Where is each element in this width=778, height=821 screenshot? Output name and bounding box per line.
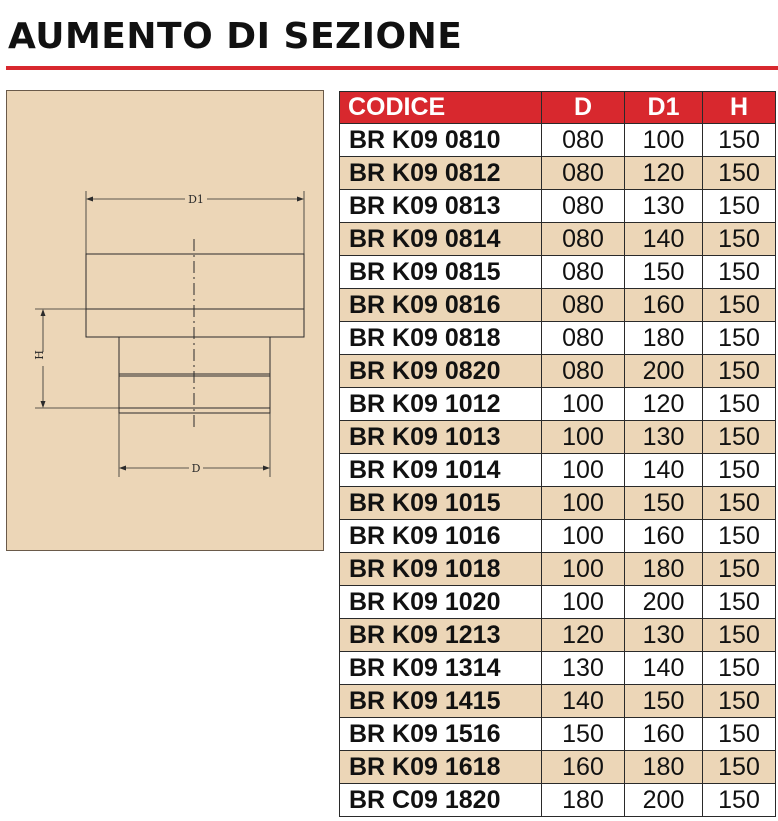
cell-code: BR K09 1618 [340,751,542,784]
table-row [340,520,776,553]
table-row [340,256,776,289]
header-d1: D1 [625,92,703,124]
table-row [340,322,776,355]
cell-d: 100 [542,421,625,454]
cell-h: 150 [703,784,776,817]
cell-code: BR K09 1314 [340,652,542,685]
cell-d: 080 [542,190,625,223]
cell-d1: 160 [625,520,703,553]
cell-d1: 180 [625,553,703,586]
table-header-row [340,92,776,124]
wide-section-outline [86,254,304,337]
cell-d1: 160 [625,718,703,751]
cell-d1: 140 [625,454,703,487]
cell-d: 180 [542,784,625,817]
cell-code: BR K09 0813 [340,190,542,223]
table-row [340,190,776,223]
cell-d1: 150 [625,256,703,289]
page-title: AUMENTO DI SEZIONE [8,16,463,57]
cell-d1: 120 [625,157,703,190]
cell-d1: 140 [625,223,703,256]
section-increaser-diagram [7,91,325,552]
cell-h: 150 [703,586,776,619]
cell-h: 150 [703,685,776,718]
d-label: D [191,462,201,475]
cell-d: 080 [542,256,625,289]
cell-d: 080 [542,289,625,322]
table-row [340,454,776,487]
cell-d1: 180 [625,751,703,784]
header-codice: CODICE [340,92,542,124]
table-row [340,586,776,619]
cell-h: 150 [703,454,776,487]
table-row [340,751,776,784]
cell-d1: 200 [625,355,703,388]
cell-d: 120 [542,619,625,652]
cell-h: 150 [703,652,776,685]
table-row [340,355,776,388]
cell-d1: 150 [625,685,703,718]
table-row [340,553,776,586]
cell-code: BR K09 1020 [340,586,542,619]
cell-h: 150 [703,124,776,157]
cell-d: 160 [542,751,625,784]
cell-d1: 130 [625,619,703,652]
cell-h: 150 [703,190,776,223]
table-row [340,124,776,157]
table-row [340,652,776,685]
cell-d: 100 [542,454,625,487]
cell-d1: 140 [625,652,703,685]
cell-d1: 160 [625,289,703,322]
table-row [340,421,776,454]
cell-d1: 100 [625,124,703,157]
cell-d: 130 [542,652,625,685]
cell-h: 150 [703,553,776,586]
d1-label: D1 [188,193,204,206]
cell-d: 080 [542,157,625,190]
technical-drawing [6,90,324,551]
cell-code: BR K09 1516 [340,718,542,751]
cell-code: BR K09 1012 [340,388,542,421]
cell-code: BR K09 1016 [340,520,542,553]
cell-h: 150 [703,520,776,553]
cell-code: BR K09 0816 [340,289,542,322]
cell-d1: 130 [625,190,703,223]
cell-code: BR K09 1213 [340,619,542,652]
table-row [340,388,776,421]
cell-code: BR C09 1820 [340,784,542,817]
cell-code: BR K09 0815 [340,256,542,289]
table-row [340,289,776,322]
cell-d: 100 [542,553,625,586]
cell-d: 140 [542,685,625,718]
cell-h: 150 [703,289,776,322]
cell-d: 080 [542,223,625,256]
cell-code: BR K09 0820 [340,355,542,388]
cell-h: 150 [703,421,776,454]
cell-d: 100 [542,520,625,553]
cell-h: 150 [703,487,776,520]
header-h: H [703,92,776,124]
cell-code: BR K09 1018 [340,553,542,586]
cell-code: BR K09 1415 [340,685,542,718]
table-row [340,487,776,520]
cell-d1: 180 [625,322,703,355]
cell-h: 150 [703,718,776,751]
cell-h: 150 [703,223,776,256]
cell-code: BR K09 0818 [340,322,542,355]
cell-d: 080 [542,124,625,157]
header-d: D [542,92,625,124]
table-row [340,718,776,751]
cell-h: 150 [703,619,776,652]
cell-h: 150 [703,751,776,784]
cell-code: BR K09 0814 [340,223,542,256]
cell-code: BR K09 1014 [340,454,542,487]
cell-code: BR K09 0812 [340,157,542,190]
cell-h: 150 [703,157,776,190]
product-code-table [339,91,776,817]
table-row [340,157,776,190]
table-row [340,619,776,652]
cell-d: 150 [542,718,625,751]
table-row [340,685,776,718]
cell-h: 150 [703,322,776,355]
cell-h: 150 [703,388,776,421]
cell-d: 080 [542,355,625,388]
cell-d1: 200 [625,586,703,619]
cell-code: BR K09 1013 [340,421,542,454]
cell-d1: 130 [625,421,703,454]
cell-h: 150 [703,355,776,388]
cell-h: 150 [703,256,776,289]
table-row [340,223,776,256]
cell-code: BR K09 0810 [340,124,542,157]
cell-d: 100 [542,487,625,520]
cell-d: 100 [542,388,625,421]
table-row [340,784,776,817]
cell-d: 100 [542,586,625,619]
h-label: H [33,350,46,360]
title-divider [6,66,778,70]
cell-d1: 120 [625,388,703,421]
cell-d1: 200 [625,784,703,817]
cell-code: BR K09 1015 [340,487,542,520]
cell-d: 080 [542,322,625,355]
cell-d1: 150 [625,487,703,520]
